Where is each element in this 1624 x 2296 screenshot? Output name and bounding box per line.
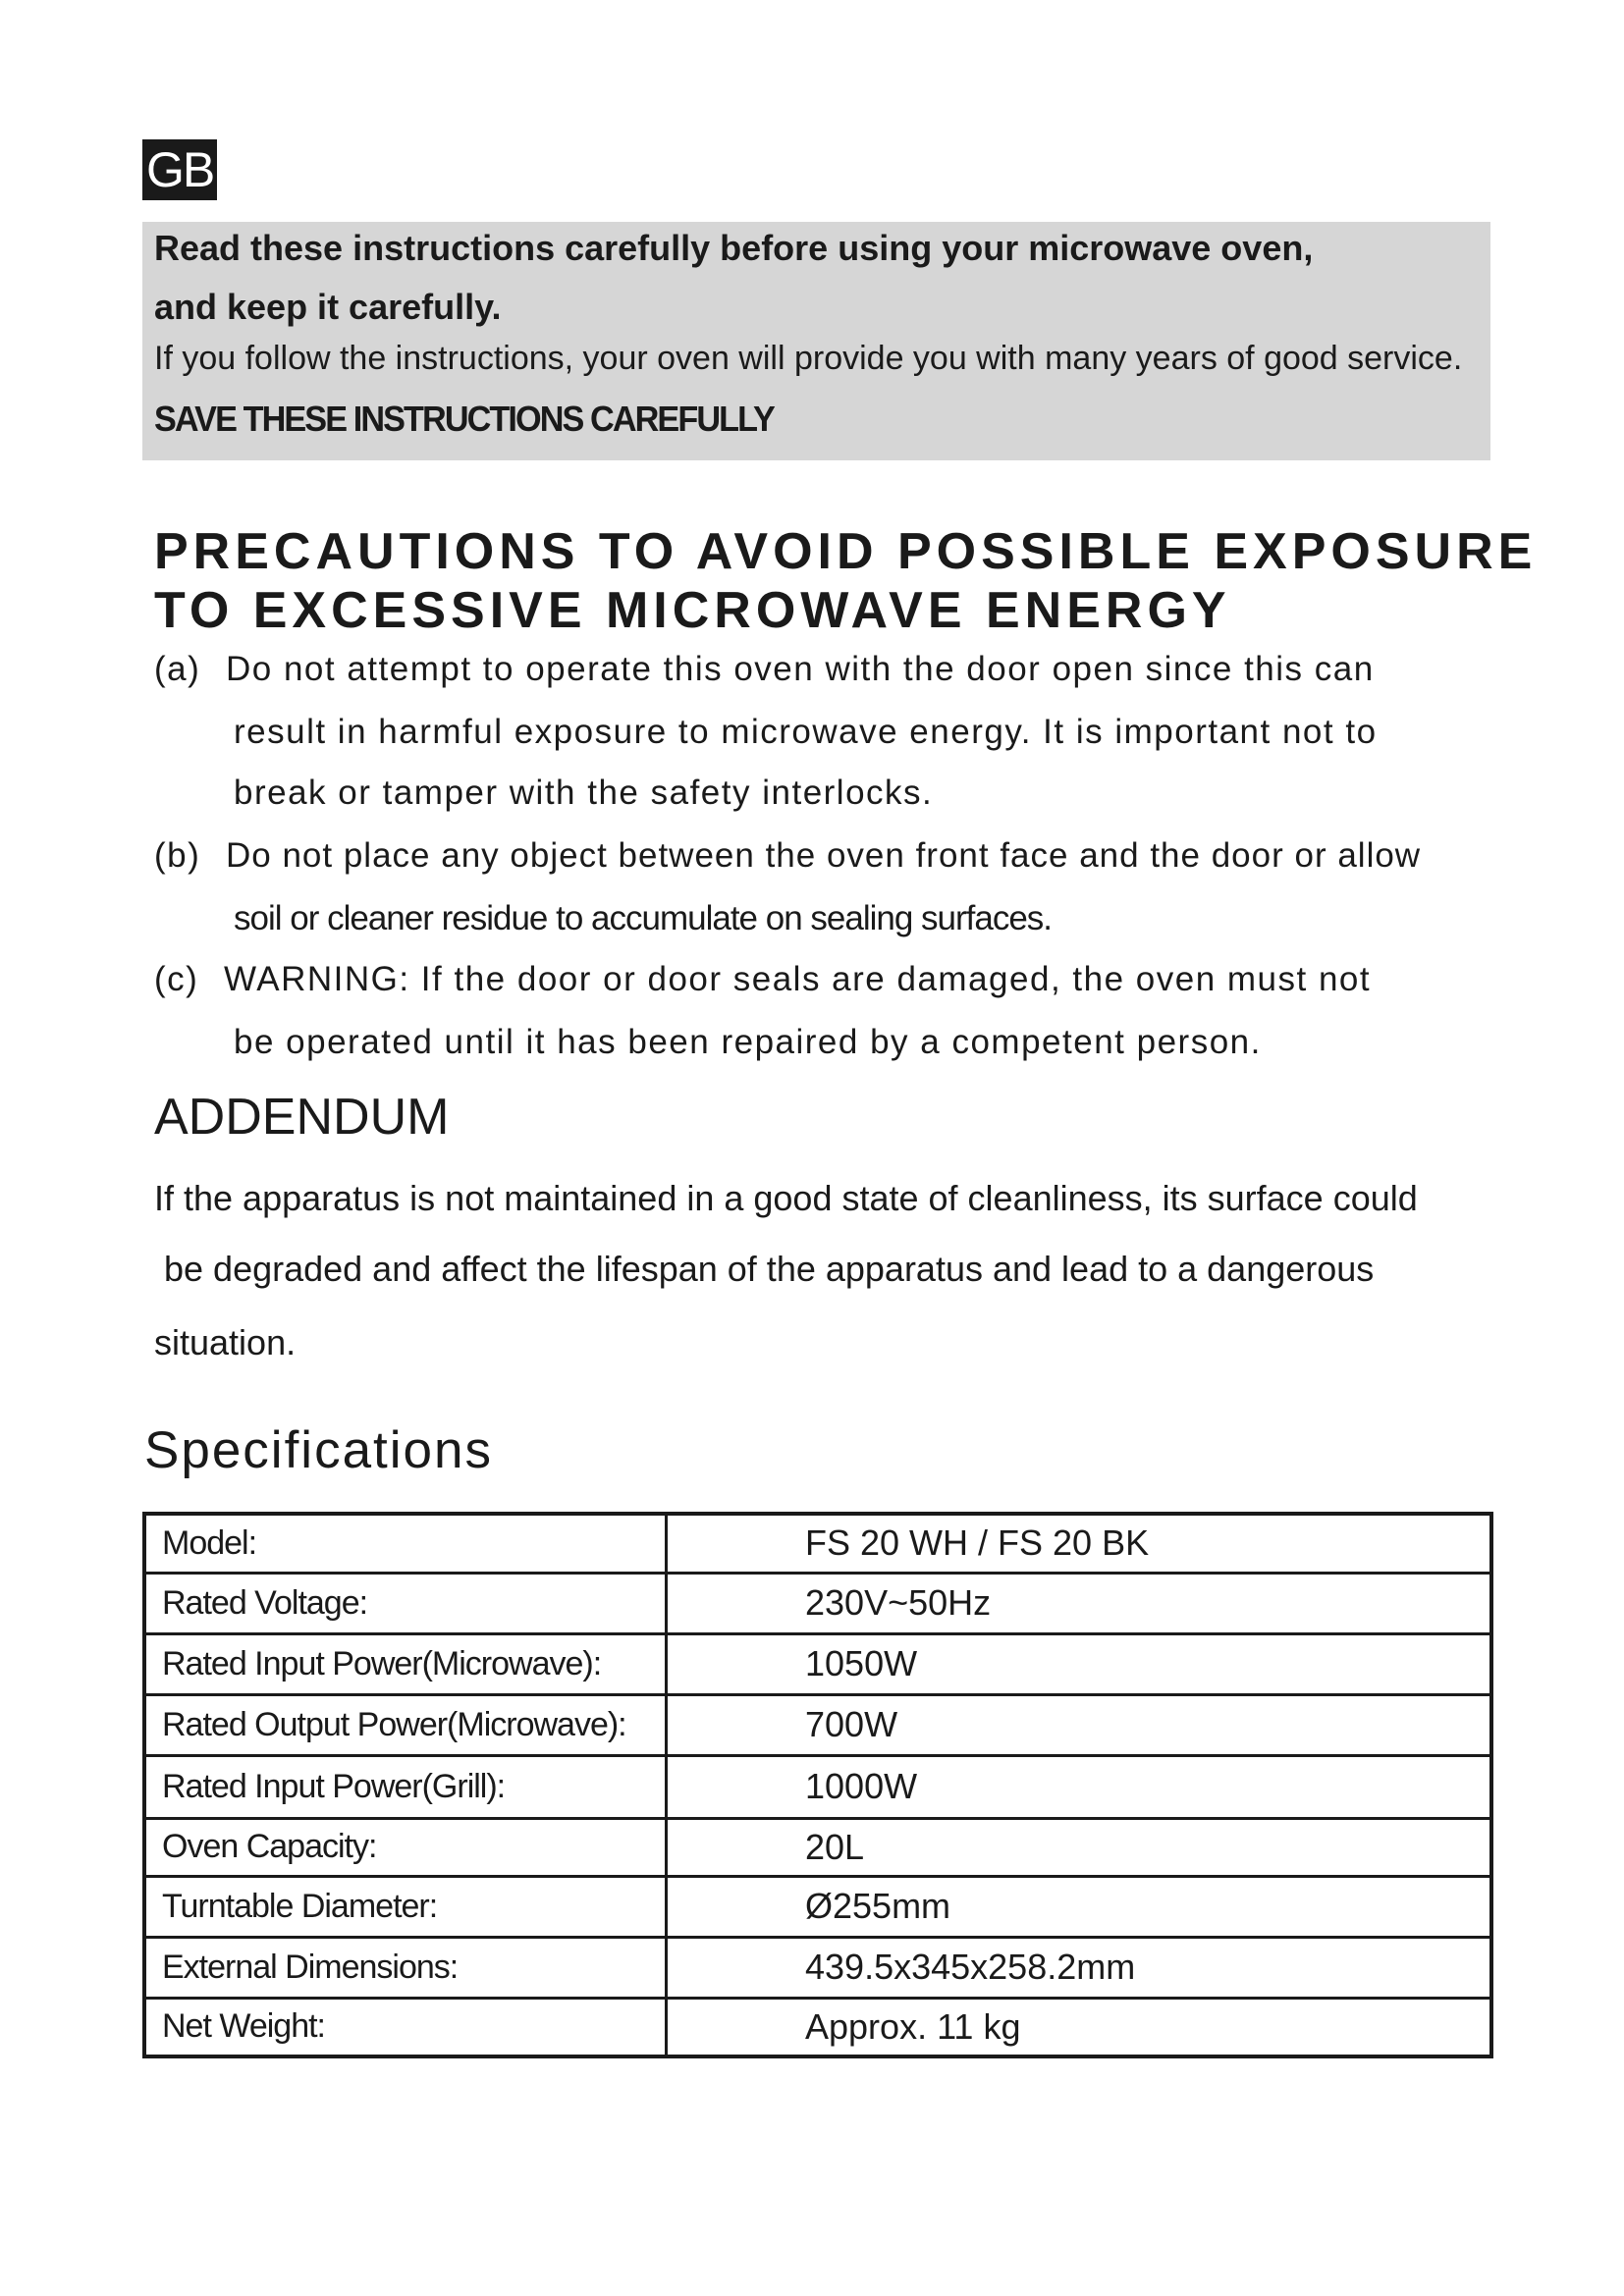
precaution-b-line-1: Do not place any object between the oven front face and the door or allow [226, 836, 1422, 875]
notice-line-1: Read these instructions carefully before using your microwave oven, [154, 228, 1314, 268]
spec-label: Net Weight: [144, 1998, 667, 2056]
spec-label: External Dimensions: [144, 1937, 667, 1998]
spec-value: Ø255mm [667, 1876, 1492, 1937]
precaution-a-line-2: result in harmful exposure to microwave energy. It is important not to [234, 713, 1378, 751]
spec-label: Turntable Diameter: [144, 1876, 667, 1937]
spec-value: 20L [667, 1818, 1492, 1876]
spec-value: 1050W [667, 1633, 1492, 1694]
spec-value: 439.5x345x258.2mm [667, 1937, 1492, 1998]
precaution-marker-b: (b) [154, 836, 201, 875]
notice-line-4: SAVE THESE INSTRUCTIONS CAREFULLY [154, 399, 774, 439]
specifications-table [142, 1512, 1493, 2058]
precaution-marker-a: (a) [154, 650, 201, 688]
notice-line-2: and keep it carefully. [154, 287, 502, 327]
precaution-a-line-3: break or tamper with the safety interlocks. [234, 774, 934, 812]
spec-value: 700W [667, 1694, 1492, 1755]
table-row [144, 1573, 1491, 1633]
addendum-line-3: situation. [154, 1322, 297, 1362]
spec-value: FS 20 WH / FS 20 BK [667, 1514, 1492, 1573]
spec-label: Rated Input Power(Grill): [144, 1755, 667, 1818]
precautions-heading-line-2: TO EXCESSIVE MICROWAVE ENERGY [154, 582, 1231, 639]
spec-label: Rated Input Power(Microwave): [144, 1633, 667, 1694]
precaution-c-line-1: WARNING: If the door or door seals are damaged, the oven must not [224, 960, 1372, 998]
table-row [144, 1876, 1491, 1937]
spec-label: Model: [144, 1514, 667, 1573]
instructions-notice [142, 222, 1490, 460]
spec-label: Rated Voltage: [144, 1573, 667, 1633]
table-row [144, 1514, 1491, 1573]
spec-label: Rated Output Power(Microwave): [144, 1694, 667, 1755]
specifications-title: Specifications [144, 1421, 494, 1479]
table-row [144, 1755, 1491, 1818]
addendum-title: ADDENDUM [154, 1089, 450, 1146]
table-row [144, 1633, 1491, 1694]
addendum-line-1: If the apparatus is not maintained in a good state of cleanliness, its surface could [154, 1178, 1418, 1218]
language-badge: GB [142, 139, 217, 200]
addendum-line-2: be degraded and affect the lifespan of the apparatus and lead to a dangerous [164, 1249, 1375, 1289]
spec-label: Oven Capacity: [144, 1818, 667, 1876]
spec-value: 1000W [667, 1755, 1492, 1818]
notice-line-3: If you follow the instructions, your oven will provide you with many years of good service. [154, 340, 1463, 377]
table-row [144, 1998, 1491, 2056]
table-row [144, 1937, 1491, 1998]
precaution-b-line-2: soil or cleaner residue to accumulate on sealing surfaces. [234, 899, 1053, 937]
precaution-a-line-1: Do not attempt to operate this oven with the door open since this can [226, 650, 1375, 688]
precaution-marker-c: (c) [154, 960, 199, 998]
table-row [144, 1818, 1491, 1876]
spec-value: 230V~50Hz [667, 1573, 1492, 1633]
spec-value: Approx. 11 kg [667, 1998, 1492, 2056]
precaution-c-line-2: be operated until it has been repaired by a competent person. [234, 1023, 1262, 1061]
table-row [144, 1694, 1491, 1755]
precautions-heading: PRECAUTIONS TO AVOID POSSIBLE EXPOSURE [154, 523, 1538, 580]
